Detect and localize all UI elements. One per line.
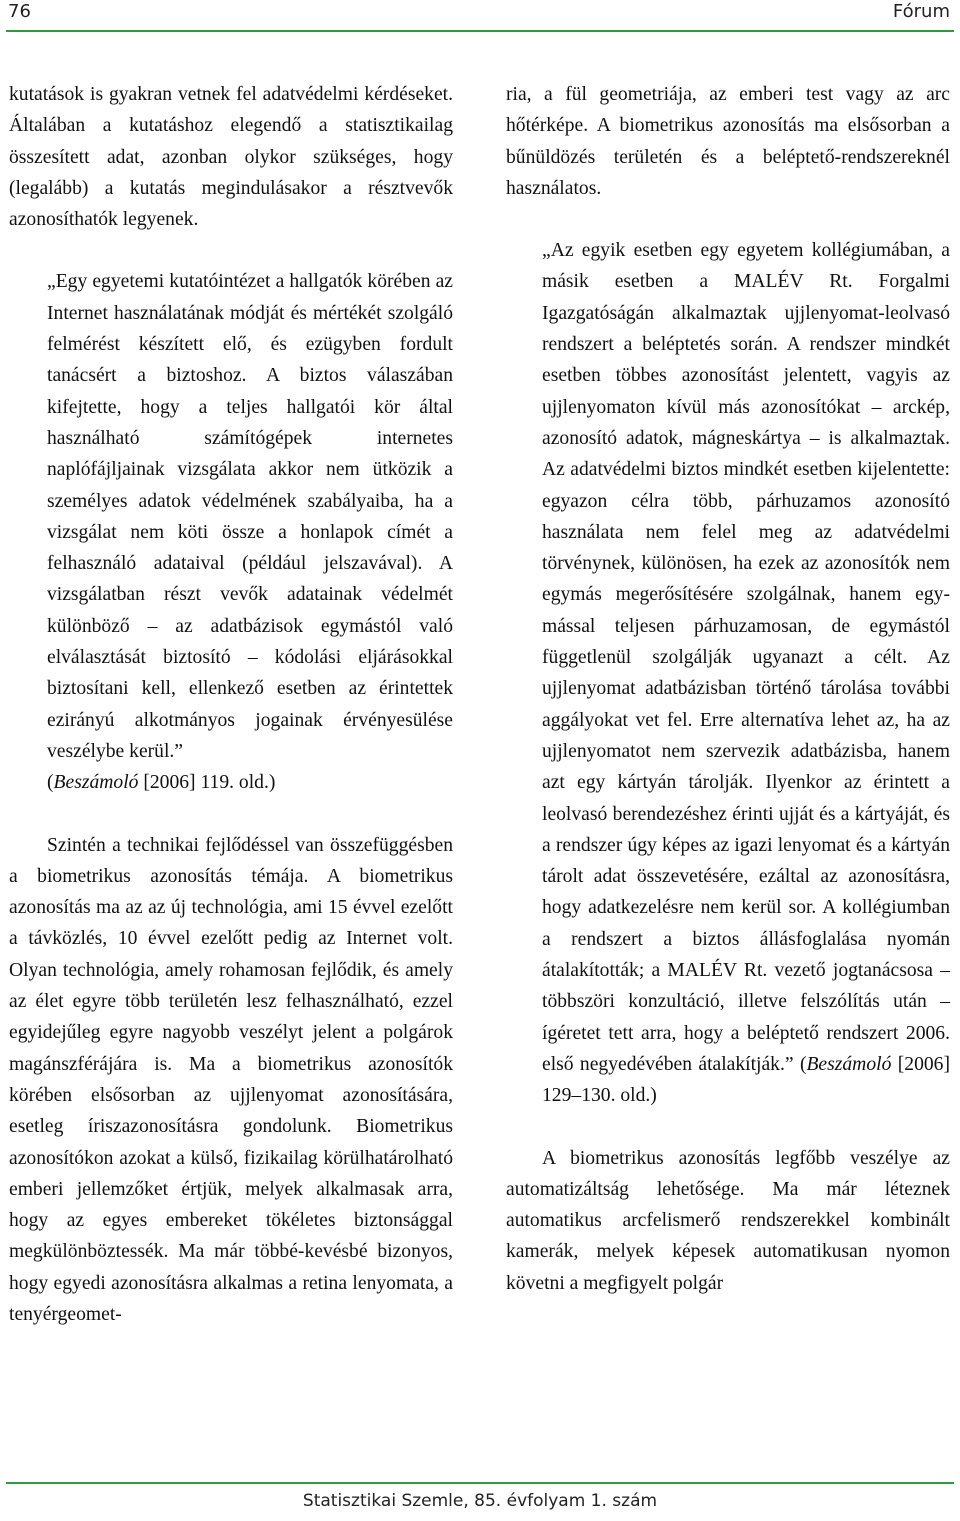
body-paragraph	[9, 830, 453, 1331]
footer-rule	[6, 1482, 954, 1484]
quote-text: „Az egyik esetben egy egyetem kollégiumában, a másik esetben a MALÉV Rt. Forgalmi Igazgatóságán alkalmaztak ujjlenyomat-leolvasó rendszert a beléptetés során. A rendszer mindkét esetben többes azonosítást jelentett, vagyis az ujjlenyomaton kívül más azonosítókat – arckép, azonosító adatok, mágneskártya – is alkalmaztak. Az adatvédelmi biztos mindkét esetben kijelentette: egyazon célra több, párhuzamos azonosító használata nem felel meg az adatvédelmi törvénynek, különösen, ha ezek az azonosítók nem egymás megerősítésére szolgálnak, hanem egymással teljesen párhuzamosan, de egymástól függetlenül szolgálják ugyanazt a célt. Az ujjlenyomat adatbázisban történő tárolása további aggályokat vet fel. Erre alternatíva lehet az, ha az ujjlenyomatot nem szervezik adatbázisba, hanem azt egy kártyán tárolják. Ilyenkor az érintett a leolvasó berendezéshez érinti ujját és a kártyáját, és a rendszer úgy képes az igazi lenyomat és a kártyán tárolt adat összevetésére, ezáltal az azonosításra, hogy adatkezelésre nem kerül sor. A kollégiumban a rendszert a biztos állásfoglalása nyomán átalakították; a MALÉV Rt. vezető jogtanácsosa – többszöri konzultáció, illetve felszólítás után – ígéretet tett arra, hogy a beléptető rendszert 2006. első negyedévében átalakítják.” (	[542, 240, 950, 1075]
header-rule	[6, 30, 954, 32]
spacer	[9, 799, 453, 830]
right-column	[506, 79, 950, 1299]
body-text: Szintén a technikai fejlődéssel van összefüggésben a biometrikus azonosítás témája. A biometrikus azonosítás ma az az új technológia, ami 15 évvel ezelőtt a távközlés, 10 évvel ezelőtt pedig az Internet volt. Olyan technológia, amely rohamosan fejlődik, és amely az élet egyre több területén lesz felhasználható, ezzel egyidejűleg egyre nagyobb veszélyt jelent a polgárok magánszférájára is. Ma a biometrikus azonosítók körében elsősorban az ujjlenyomat azonosítására, esetleg íriszazonosításra gondolunk. Biometrikus azonosítókon azokat a külső, fizikailag körülhatárolható emberi jellemzőket értjük, melyek alkalmasak arra, hogy az egyes embereket tökéletes biztonsággal megkülönböztessék. Ma már többé-kevésbé bizonyos, hogy egyedi azonosításra alkalmas a retina lenyomata, a tenyérgeomet-	[9, 834, 453, 1325]
spacer	[9, 235, 453, 266]
quote-cite-rest: [2006] 129–130. old.)	[542, 1053, 950, 1107]
body-text: A biometrikus azonosítás legfőbb veszélye az automatizáltság lehetősége. Ma már léteznek automatikus arcfelismerő rendszerekkel kombinált kamerák, melyek képesek automatikusan nyomon követni a megfigyelt polgár	[506, 1147, 950, 1294]
intro-paragraph: kutatások is gyakran vetnek fel adatvédelmi kérdéseket. Általában a kutatáshoz elegendő a statisztikailag összesített adat, azonban olykor szükséges, hogy (legalább) a kutatás megindulásakor a résztvevők azonosíthatók legyenek.	[9, 84, 453, 231]
quote-cite-rest: [2006] 119. old.)	[138, 772, 276, 794]
block-quote	[542, 235, 950, 1111]
page-footer: Statisztikai Szemle, 85. évfolyam 1. szám	[302, 1491, 658, 1511]
quote-cite-title: Beszámoló	[806, 1053, 892, 1075]
body-paragraph	[506, 1143, 950, 1299]
spacer	[506, 1112, 950, 1143]
block-quote	[47, 266, 453, 798]
spacer	[506, 204, 950, 235]
page-number: 76	[8, 1, 31, 22]
quote-cite-title: Beszámoló	[53, 772, 139, 794]
left-column	[9, 79, 453, 1330]
quote-text: „Egy egyetemi kutatóintézet a hallgatók körében az Internet használatának módját és mértékét szolgáló felmérést készített elő, és ezügyben fordult tanácsért a biztoshoz. A biztos válaszában kifejtette, hogy a teljes hallgatói kör által használható számítógépek internetes naplófájljainak vizsgálata akkor nem ütközik a személyes adatok védelmének szabályaiba, ha a vizsgálat nem köti össze a honlapok címét a felhasználó adataival (például jelszavával). A vizsgálatban részt vevők adatainak védelmét különböző – az adatbázisok egymástól való elválasztását biztosító – kódolási eljárásokkal biztosítani kell, ellenkező esetben az érintettek ezirányú alkotmányos jogainak érvényesülése veszélybe kerül.”	[47, 271, 453, 762]
continuation-paragraph: ria, a fül geometriája, az emberi test vagy az arc hőtérképe. A biometrikus azonosítás ma elsősorban a bűnüldözés területén és a beléptető-rendszereknél használatos.	[506, 84, 950, 199]
page-header	[0, 0, 960, 30]
quote-cite-open: (	[47, 772, 54, 794]
section-title: Fórum	[892, 1, 950, 22]
